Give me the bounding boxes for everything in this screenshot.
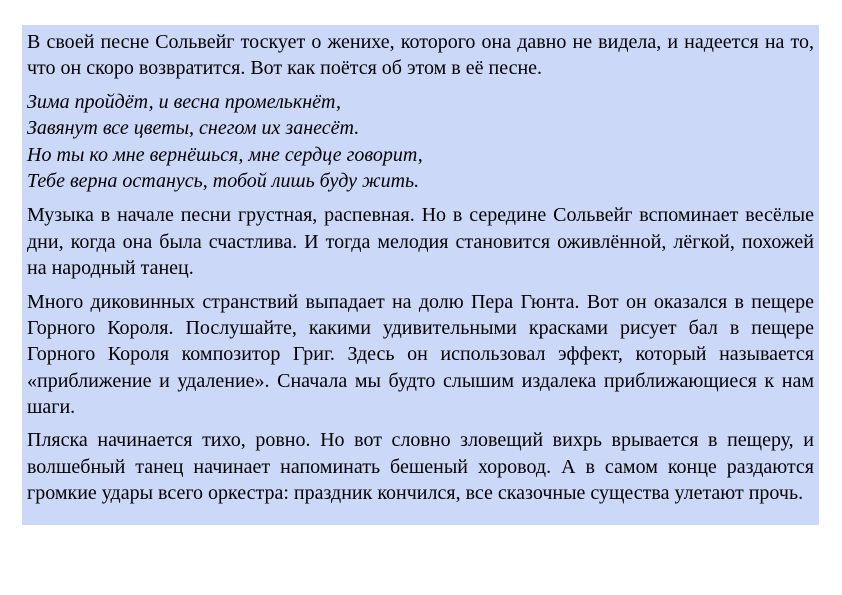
verse-line-4: Тебе верна останусь, тобой лишь буду жить. <box>27 169 420 192</box>
verse-line-3: Но ты ко мне вернёшься, мне сердце говорит, <box>27 143 423 166</box>
verse-line-2: Завянут все цветы, снегом их занесёт. <box>27 117 360 140</box>
song-verse <box>27 89 814 195</box>
paragraph-music-description: Музыка в начале песни грустная, распевная. Но в середине Сольвейг вспоминает весёлые дни, когда она была счастлива. И тогда мелодия становится оживлённой, лёгкой, похожей на народный танец. <box>27 204 814 280</box>
text-block <box>22 25 819 525</box>
paragraph-solveig-intro: В своей песне Сольвейг тоскует о женихе, которого она давно не видела, и надеется на то, что он скоро возвратится. Вот как поётся об этом в её песне. <box>27 31 814 80</box>
verse-line-1: Зима пройдёт, и весна промелькнёт, <box>27 90 341 113</box>
paragraph-dance: Пляска начинается тихо, ровно. Но вот словно зловещий вихрь врывается в пещеру, и волшебный танец начинает напоминать бешеный хоровод. А в самом конце раздаются громкие удары всего оркестра: праздник кончился, все сказочные существа улетают прочь. <box>27 429 814 505</box>
paragraph-peer-gynt: Много диковинных странствий выпадает на долю Пера Гюнта. Вот он оказался в пещере Горного Короля. Послушайте, какими удивительными красками рисует бал в пещере Горного Короля композитор Григ. Здесь он использовал эффект, который называется «приближение и удаление». Сначала мы будто слышим издалека приближающиеся к нам шаги. <box>27 290 814 419</box>
